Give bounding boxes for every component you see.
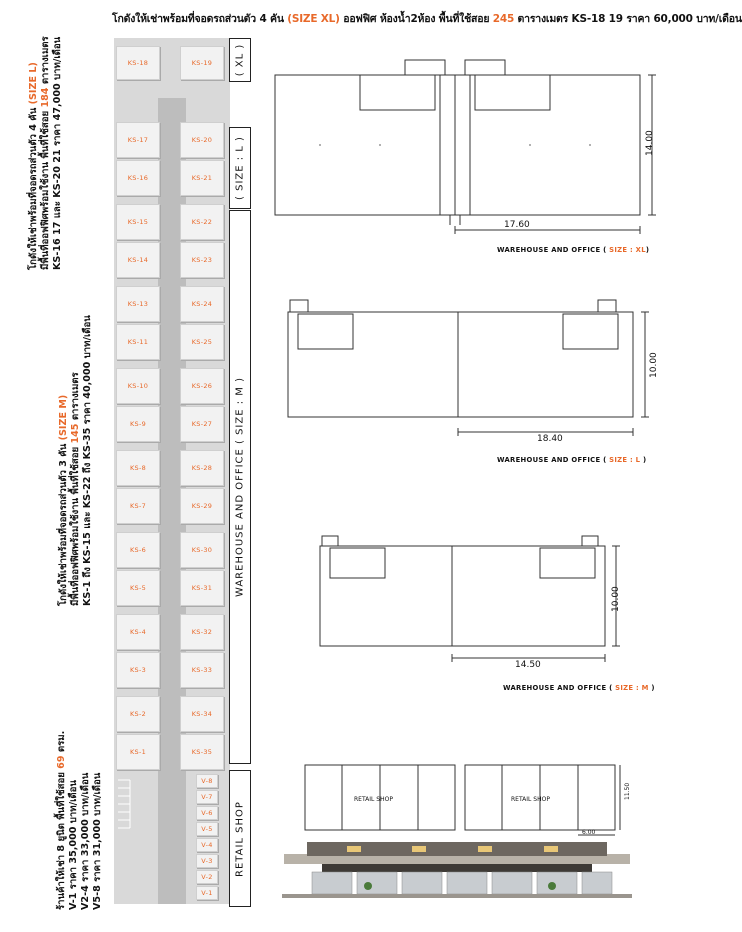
unit-ks-19[interactable] <box>180 46 224 80</box>
unit-ks-17[interactable] <box>116 122 160 158</box>
unit-ks-6[interactable] <box>116 532 160 568</box>
unit-label: KS-32 <box>191 628 213 636</box>
unit-label: KS-30 <box>191 546 213 554</box>
unit-label: KS-20 <box>191 136 213 144</box>
unit-ks-11[interactable] <box>116 324 160 360</box>
unit-ks-31[interactable] <box>180 570 224 606</box>
unit-v-3[interactable] <box>196 854 218 868</box>
plan-xl-width: 17.60 <box>504 220 530 230</box>
unit-label: V-4 <box>201 841 213 849</box>
plan-m-width: 14.50 <box>515 660 541 670</box>
unit-label: KS-15 <box>127 218 149 226</box>
unit-label: KS-1 <box>129 748 147 756</box>
unit-label: KS-11 <box>127 338 149 346</box>
unit-label: V-7 <box>201 793 213 801</box>
plan-m-height: 10.00 <box>611 586 621 612</box>
plan-xl-height: 14.00 <box>645 130 655 156</box>
unit-ks-9[interactable] <box>116 406 160 442</box>
unit-ks-24[interactable] <box>180 286 224 322</box>
retail-shop-label-2: RETAIL SHOP <box>511 796 550 803</box>
unit-v-7[interactable] <box>196 790 218 804</box>
unit-ks-35[interactable] <box>180 734 224 770</box>
retail-elevation <box>282 838 632 898</box>
unit-label: KS-23 <box>191 256 213 264</box>
unit-ks-13[interactable] <box>116 286 160 322</box>
unit-label: KS-5 <box>129 584 147 592</box>
unit-label: KS-31 <box>191 584 213 592</box>
unit-label: KS-8 <box>129 464 147 472</box>
plan-retail-height: 11.50 <box>624 782 631 800</box>
unit-label: KS-3 <box>129 666 147 674</box>
unit-ks-3[interactable] <box>116 652 160 688</box>
unit-label: KS-16 <box>127 174 149 182</box>
zone-l-label: ( SIZE : L ) <box>229 127 251 209</box>
plan-m-caption: WAREHOUSE AND OFFICE ( SIZE : M ) <box>503 684 655 692</box>
unit-ks-29[interactable] <box>180 488 224 524</box>
plan-l-width: 18.40 <box>537 434 563 444</box>
unit-label: V-2 <box>201 873 213 881</box>
unit-v-2[interactable] <box>196 870 218 884</box>
plan-xl-caption: WAREHOUSE AND OFFICE ( SIZE : XL) <box>497 246 650 254</box>
zone-xl-label: ( XL ) <box>229 38 251 82</box>
unit-ks-34[interactable] <box>180 696 224 732</box>
unit-v-4[interactable] <box>196 838 218 852</box>
unit-ks-27[interactable] <box>180 406 224 442</box>
unit-label: KS-34 <box>191 710 213 718</box>
page-title: โกดังให้เช่าพร้อมที่จอดรถส่วนตัว 4 คัน (SIZE XL) ออฟฟิศ ห้องน้ำ2ห้อง พื้นที่ใช้สอย 245 ตารางเมตร KS-18 19 ราคา 60,000 บาท/เดือน <box>112 13 742 25</box>
unit-label: KS-21 <box>191 174 213 182</box>
unit-label: V-6 <box>201 809 213 817</box>
unit-label: KS-10 <box>127 382 149 390</box>
plan-retail-width: 6.00 <box>582 829 596 836</box>
unit-label: V-5 <box>201 825 213 833</box>
unit-ks-10[interactable] <box>116 368 160 404</box>
unit-label: KS-13 <box>127 300 149 308</box>
unit-label: KS-29 <box>191 502 213 510</box>
unit-label: KS-28 <box>191 464 213 472</box>
plan-l-height: 10.00 <box>649 352 659 378</box>
unit-ks-16[interactable] <box>116 160 160 196</box>
unit-ks-32[interactable] <box>180 614 224 650</box>
unit-ks-15[interactable] <box>116 204 160 240</box>
unit-label: KS-2 <box>129 710 147 718</box>
unit-v-1[interactable] <box>196 886 218 900</box>
unit-ks-7[interactable] <box>116 488 160 524</box>
unit-label: KS-33 <box>191 666 213 674</box>
unit-label: KS-22 <box>191 218 213 226</box>
unit-ks-8[interactable] <box>116 450 160 486</box>
unit-ks-33[interactable] <box>180 652 224 688</box>
unit-ks-18[interactable] <box>116 46 160 80</box>
unit-v-5[interactable] <box>196 822 218 836</box>
unit-ks-1[interactable] <box>116 734 160 770</box>
plan-retail <box>300 755 630 840</box>
unit-ks-30[interactable] <box>180 532 224 568</box>
unit-v-8[interactable] <box>196 774 218 788</box>
unit-ks-21[interactable] <box>180 160 224 196</box>
unit-label: KS-4 <box>129 628 147 636</box>
unit-ks-4[interactable] <box>116 614 160 650</box>
unit-label: KS-19 <box>191 59 213 67</box>
unit-label: KS-27 <box>191 420 213 428</box>
unit-label: KS-7 <box>129 502 147 510</box>
size-l-description: โกดังให้เช่าพร้อมที่จอดรถส่วนตัว 4 คัน (SIZE L) มีพื้นที่ออฟฟิศพร้อมใช้งาน พื้นที่ใช้สอย 184 ตารางเมตร KS-16 17 และ KS-20 21 ราคา 47,000 บาท/เดือน <box>28 36 63 270</box>
unit-label: KS-17 <box>127 136 149 144</box>
unit-ks-28[interactable] <box>180 450 224 486</box>
unit-label: KS-25 <box>191 338 213 346</box>
unit-ks-20[interactable] <box>180 122 224 158</box>
size-m-description: โกดังให้เช่าพร้อมที่จอดรถส่วนตัว 3 คัน (SIZE M) มีพื้นที่ออฟฟิศพร้อมใช้งาน พื้นที่ใช้สอย 145 ตารางเมตร KS-1 ถึง KS-15 และ KS-22 ถึง KS-35 ราคา 40,000 บาท/เดือน <box>58 315 93 606</box>
unit-ks-26[interactable] <box>180 368 224 404</box>
unit-label: KS-6 <box>129 546 147 554</box>
unit-label: KS-35 <box>191 748 213 756</box>
unit-ks-23[interactable] <box>180 242 224 278</box>
unit-label: V-1 <box>201 889 213 897</box>
zone-m-label: WAREHOUSE AND OFFICE ( SIZE : M ) <box>229 210 251 764</box>
unit-label: KS-24 <box>191 300 213 308</box>
unit-label: KS-18 <box>127 59 149 67</box>
unit-label: V-8 <box>201 777 213 785</box>
plan-l-caption: WAREHOUSE AND OFFICE ( SIZE : L ) <box>497 456 647 464</box>
plan-xl <box>260 50 665 250</box>
unit-label: KS-14 <box>127 256 149 264</box>
unit-ks-5[interactable] <box>116 570 160 606</box>
plan-m <box>300 530 640 680</box>
unit-ks-25[interactable] <box>180 324 224 360</box>
retail-shop-label-1: RETAIL SHOP <box>354 796 393 803</box>
unit-ks-14[interactable] <box>116 242 160 278</box>
unit-ks-22[interactable] <box>180 204 224 240</box>
unit-label: V-3 <box>201 857 213 865</box>
zone-retail-label: RETAIL SHOP <box>229 770 251 907</box>
unit-ks-2[interactable] <box>116 696 160 732</box>
unit-v-6[interactable] <box>196 806 218 820</box>
unit-label: KS-9 <box>129 420 147 428</box>
plan-l <box>268 292 668 452</box>
unit-label: KS-26 <box>191 382 213 390</box>
retail-description: ร้านค้าให้เช่า 8 ยูนิต พื้นที่ใช้สอย 69 ตรม. V-1 ราคา 35,000 บาท/เดือน V2-4 ราคา 33,000 บาท/เดือน V5-8 ราคา 31,000 บาท/เดือน <box>56 730 103 910</box>
